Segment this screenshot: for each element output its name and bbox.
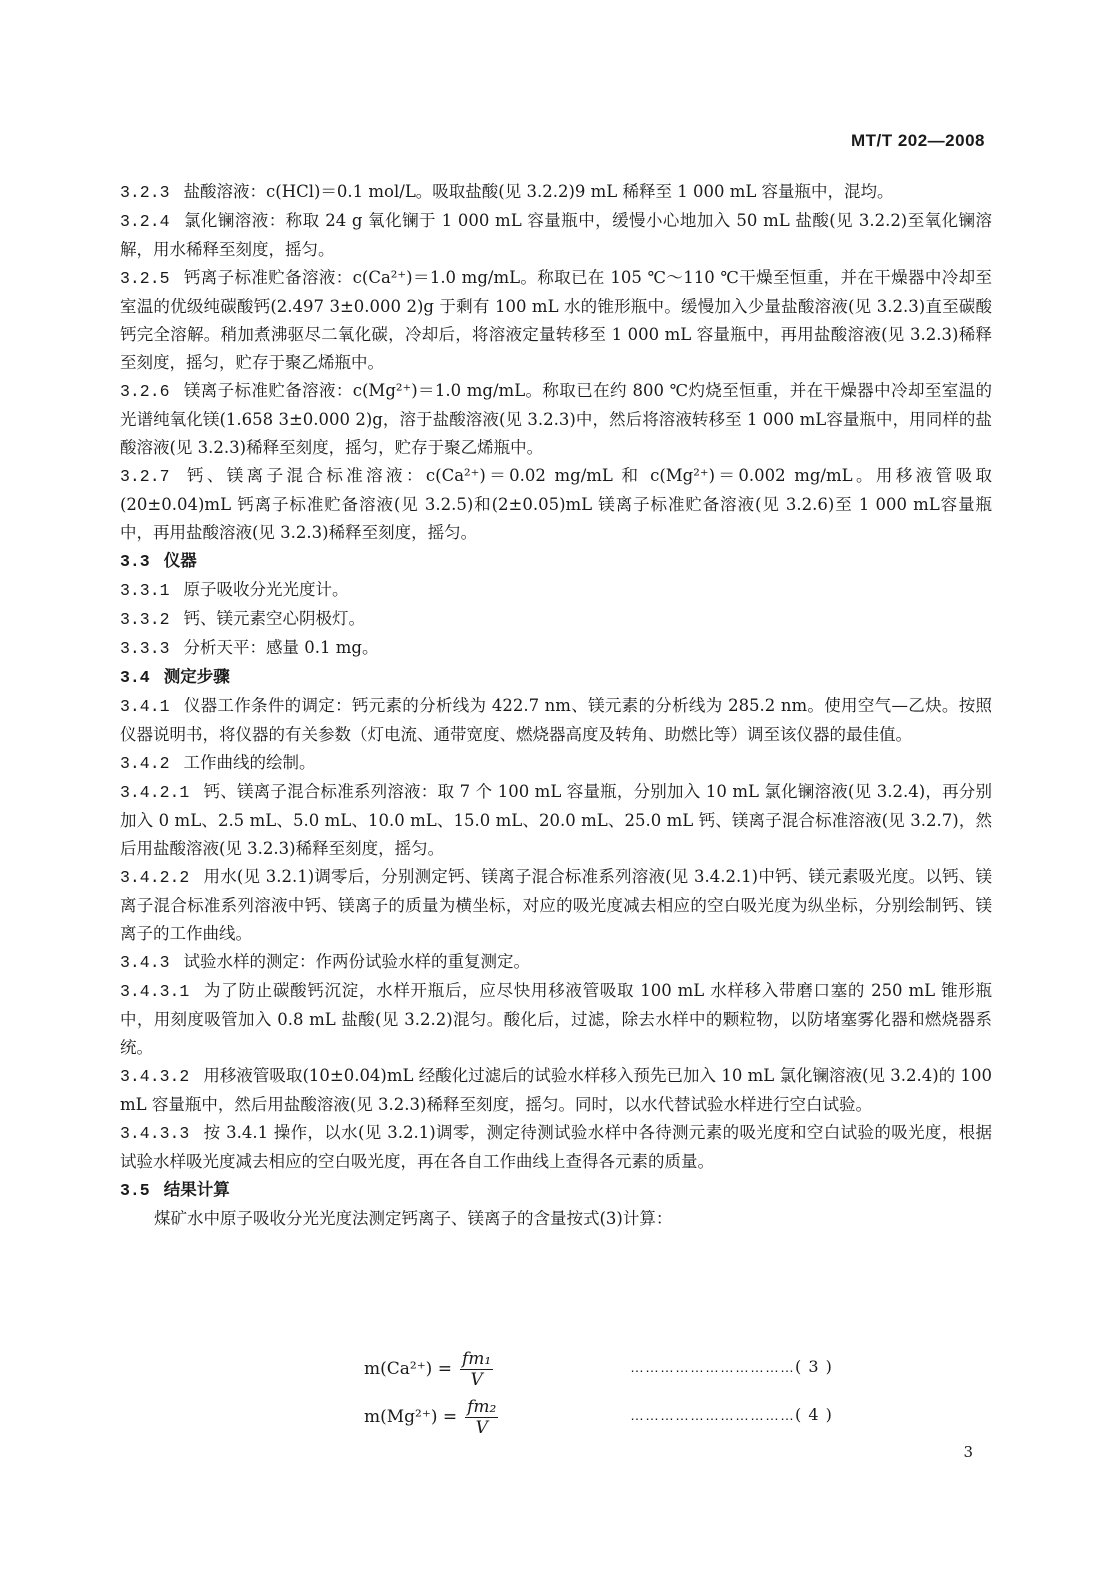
clause-number: 3.3.1 (120, 581, 170, 600)
clause-paragraph (120, 778, 992, 863)
clause-paragraph (120, 1062, 992, 1119)
formula-3 (0, 1347, 872, 1391)
clause-number: 3.4.3.3 (120, 1124, 190, 1143)
fraction-denominator: V (475, 1417, 488, 1438)
clause-number: 3.4.2.1 (120, 783, 190, 802)
clause-text: 钙、镁元素空心阴极灯。 (183, 609, 366, 628)
clause-paragraph (120, 264, 992, 377)
clause-number: 3.4 (120, 668, 150, 687)
section-heading (120, 547, 992, 576)
clause-number: 3.2.3 (120, 183, 170, 202)
section-heading (120, 663, 992, 692)
clause-text: 盐酸溶液：c(HCl)＝0.1 mol/L。吸取盐酸(见 3.2.2)9 mL 稀释至 1 000 mL 容量瓶中，混均。 (183, 182, 894, 201)
fraction-numerator: fm₂ (467, 1396, 497, 1417)
clause-paragraph (120, 977, 992, 1062)
clause-text: 用水(见 3.2.1)调零后，分别测定钙、镁离子混合标准系列溶液(见 3.4.2.1)中钙、镁元素吸光度。以钙、镁离子混合标准系列溶液中钙、镁离子的质量为横坐标，对应的吸光度减去相应的空白吸光度为纵坐标，分别绘制钙、镁离子的工作曲线。 (120, 867, 992, 943)
clause-text: 按 3.4.1 操作，以水(见 3.2.1)调零，测定待测试验水样中各待测元素的吸光度和空白试验的吸光度，根据试验水样吸光度减去相应的空白吸光度，再在各自工作曲线上查得各元素的质量。 (120, 1123, 992, 1171)
clause-text: 工作曲线的绘制。 (183, 753, 316, 772)
clause-paragraph (120, 576, 992, 605)
clause-number: 3.4.2 (120, 754, 170, 773)
clause-paragraph (120, 749, 992, 778)
clause-number: 3.3.2 (120, 610, 170, 629)
clause-paragraph (120, 1119, 992, 1176)
clause-paragraph (120, 605, 992, 634)
clause-number: 3.2.7 (120, 467, 170, 486)
clause-text: 镁离子标准贮备溶液：c(Mg²⁺)＝1.0 mg/mL。称取已在约 800 ℃灼烧至恒重，并在干燥器中冷却至室温的光谱纯氧化镁(1.658 3±0.000 2)g，溶于盐酸溶液(见 3.2.3)中，然后将溶液转移至 1 000 mL容量瓶中，用同样的盐酸溶液(见 3.2.3)稀释至刻度，摇匀，贮存于聚乙烯瓶中。 (120, 381, 992, 457)
clause-number: 3.4.3.2 (120, 1067, 190, 1086)
clause-number: 3.2.4 (120, 212, 170, 231)
clause-text: 仪器 (163, 551, 197, 570)
clause-number: 3.3 (120, 552, 150, 571)
equation-number: ( 4 ) (795, 1405, 833, 1424)
clause-number: 3.4.3 (120, 953, 170, 972)
clause-paragraph (120, 178, 992, 207)
clause-paragraph (120, 948, 992, 977)
clause-text: 钙、镁离子混合标准溶液：c(Ca²⁺)＝0.02 mg/mL 和 c(Mg²⁺)＝0.002 mg/mL。用移液管吸取(20±0.04)mL 钙离子标准贮备溶液(见 3.2.5)和(2±0.05)mL 镁离子标准贮备溶液(见 3.2.6)至 1 000 mL容量瓶中，再用盐酸溶液(见 3.2.3)稀释至刻度，摇匀。 (120, 466, 992, 542)
document-body (120, 178, 992, 1233)
formula-4 (0, 1395, 872, 1439)
section-heading (120, 1176, 992, 1205)
clause-paragraph (120, 377, 992, 462)
formula-lhs: m(Mg²⁺) = (364, 1407, 458, 1427)
clause-text: 试验水样的测定：作两份试验水样的重复测定。 (183, 952, 531, 971)
leader-dots: …………………………… (630, 1359, 795, 1375)
clause-text: 用移液管吸取(10±0.04)mL 经酸化过滤后的试验水样移入预先已加入 10 mL 氯化镧溶液(见 3.2.4)的 100 mL 容量瓶中，然后用盐酸溶液(见 3.2.3)稀释至刻度，摇匀。同时，以水代替试验水样进行空白试验。 (120, 1066, 992, 1114)
clause-text: 钙离子标准贮备溶液：c(Ca²⁺)＝1.0 mg/mL。称取已在 105 ℃～110 ℃干燥至恒重，并在干燥器中冷却至室温的优级纯碳酸钙(2.497 3±0.000 2)g 于剩有 100 mL 水的锥形瓶中。缓慢加入少量盐酸溶液(见 3.2.3)直至碳酸钙完全溶解。稍加煮沸驱尽二氧化碳，冷却后，将溶液定量转移至 1 000 mL 容量瓶中，再用盐酸溶液(见 3.2.3)稀释至刻度，摇匀，贮存于聚乙烯瓶中。 (120, 268, 992, 372)
clause-number: 3.4.1 (120, 697, 170, 716)
clause-text: 仪器工作条件的调定：钙元素的分析线为 422.7 nm、镁元素的分析线为 285.2 nm。使用空气—乙炔。按照仪器说明书，将仪器的有关参数（灯电流、通带宽度、燃烧器高度及转角、助燃比等）调至该仪器的最佳值。 (120, 696, 992, 744)
fraction (460, 1349, 493, 1390)
clause-text: 结果计算 (163, 1180, 230, 1199)
formula-lhs: m(Ca²⁺) = (364, 1359, 452, 1379)
equation-number: ( 3 ) (795, 1357, 833, 1376)
clause-number: 3.5 (120, 1181, 150, 1200)
page-number: 3 (963, 1443, 973, 1461)
clause-paragraph (120, 692, 992, 749)
clause-paragraph (120, 462, 992, 547)
clause-text: 测定步骤 (163, 667, 230, 686)
clause-paragraph (120, 863, 992, 948)
clause-text: 为了防止碳酸钙沉淀，水样开瓶后，应尽快用移液管吸取 100 mL 水样移入带磨口塞的 250 mL 锥形瓶中，用刻度吸管加入 0.8 mL 盐酸(见 3.2.2)混匀。酸化后，过滤，除去水样中的颗粒物，以防堵塞雾化器和燃烧器系统。 (120, 981, 992, 1057)
fraction-numerator: fm₁ (461, 1348, 492, 1369)
clause-text: 钙、镁离子混合标准系列溶液：取 7 个 100 mL 容量瓶，分别加入 10 mL 氯化镧溶液(见 3.2.4)，再分别加入 0 mL、2.5 mL、5.0 mL、10.0 mL、15.0 mL、20.0 mL、25.0 mL 钙、镁离子混合标准溶液(见 3.2.7)，然后用盐酸溶液(见 3.2.3)稀释至刻度，摇匀。 (120, 782, 992, 858)
clause-number: 3.2.5 (120, 269, 170, 288)
fraction (465, 1397, 498, 1438)
clause-text: 原子吸收分光光度计。 (183, 580, 349, 599)
calculation-intro: 煤矿水中原子吸收分光光度法测定钙离子、镁离子的含量按式(3)计算： (154, 1209, 673, 1228)
fraction-denominator: V (470, 1369, 483, 1390)
standard-code-header: MT/T 202—2008 (850, 131, 985, 150)
clause-number: 3.4.3.1 (120, 982, 190, 1001)
clause-text: 氯化镧溶液：称取 24 g 氧化镧于 1 000 mL 容量瓶中，缓慢小心地加入 50 mL 盐酸(见 3.2.2)至氧化镧溶解，用水稀释至刻度，摇匀。 (120, 211, 992, 259)
clause-number: 3.4.2.2 (120, 868, 190, 887)
clause-paragraph (120, 207, 992, 264)
leader-dots: …………………………… (630, 1407, 795, 1423)
clause-text: 分析天平：感量 0.1 mg。 (183, 638, 379, 657)
clause-number: 3.3.3 (120, 639, 170, 658)
clause-number: 3.2.6 (120, 382, 170, 401)
clause-paragraph (120, 634, 992, 663)
